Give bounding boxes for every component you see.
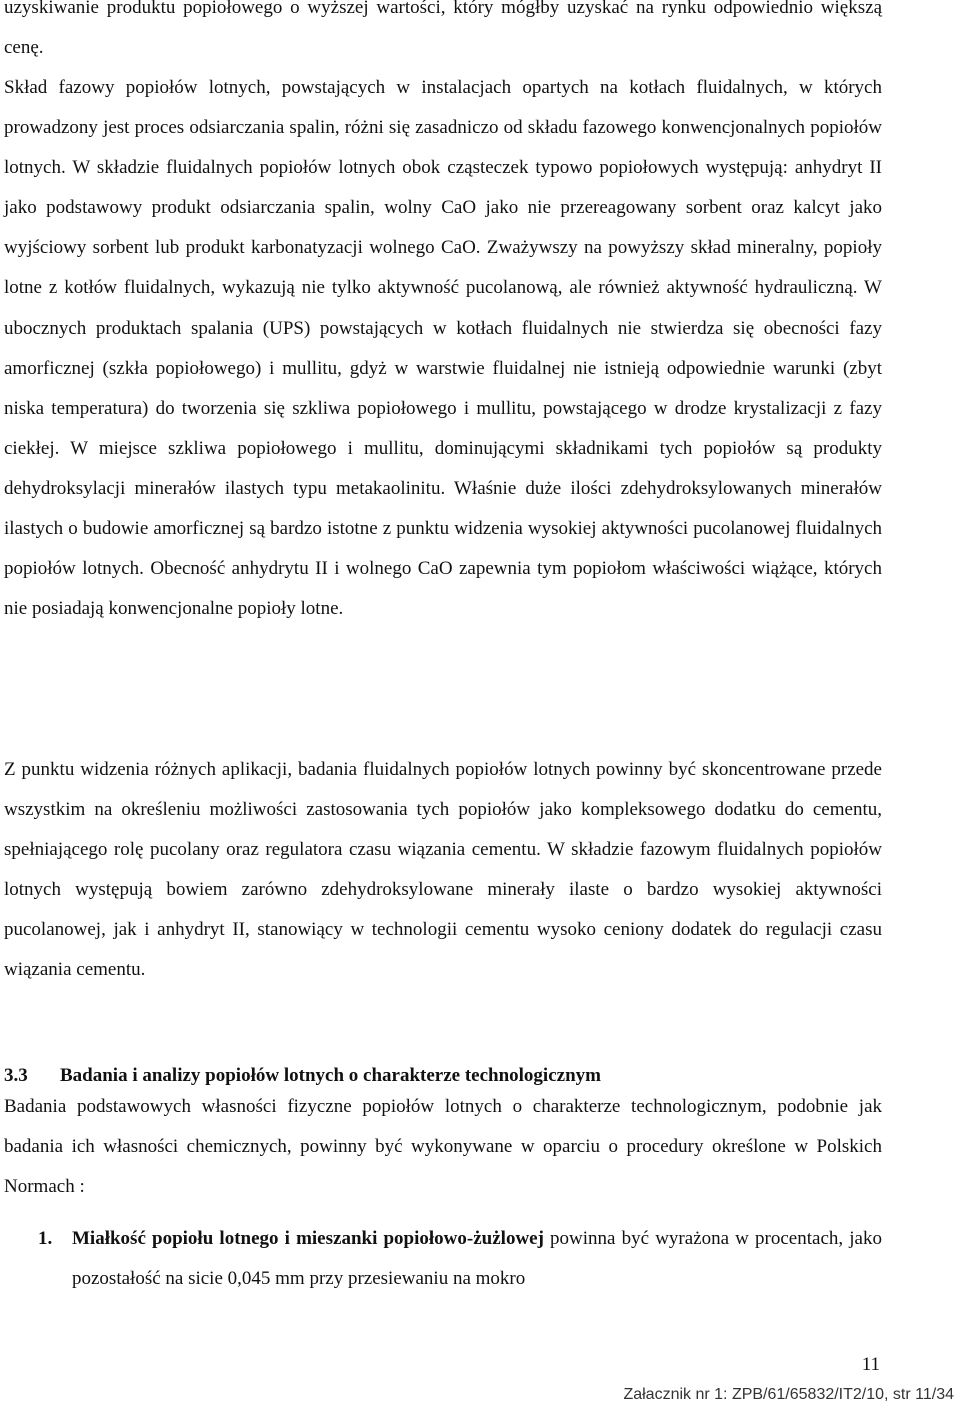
list-item: [38, 1219, 882, 1299]
section-title: Badania i analizy popiołów lotnych o charakterze technologicznym: [60, 1065, 601, 1086]
section-number: 3.3: [4, 1065, 28, 1086]
list-item-bold-term: Miałkość popiołu lotnego i mieszanki popiołowo-żużlowej: [72, 1228, 544, 1249]
paragraph: uzyskiwanie produktu popiołowego o wyższej wartości, który mógłby uzyskać na rynku odpowiednio większą cenę.: [4, 0, 882, 59]
page-number: 11: [861, 1354, 880, 1375]
list-item-text: powinna być wyrażona w procentach, jako pozostałość na sicie 0,045 mm przy przesiewaniu na mokro: [72, 1228, 882, 1290]
list-item-number: 1.: [38, 1228, 53, 1249]
paragraph: Skład fazowy popiołów lotnych, powstających w instalacjach opartych na kotłach fluidalnych, w których prowadzony jest proces odsiarczania spalin, różni się zasadniczo od składu fazowego konwencjonalnych popiołów lotnych. W składzie fluidalnych popiołów lotnych obok cząsteczek typowo popiołowych występują: anhydryt II jako podstawowy produkt odsiarczania spalin, wolny CaO jako nie przereagowany sorbent oraz kalcyt jako wyjściowy sorbent lub produkt karbonatyzacji wolnego CaO. Zważywszy na powyższy skład mineralny, popioły lotne z kotłów fluidalnych, wykazują nie tylko aktywność pucolanową, ale również aktywność hydrauliczną. W ubocznych produktach spalania (UPS) powstających w kotłach fluidalnych nie stwierdza się obecności fazy amorficznej (szkła popiołowego) i mullitu, gdyż w warstwie fluidalnej nie istnieją odpowiednie warunki (zbyt niska temperatura) do tworzenia się szkliwa popiołowego i mullitu, powstającego w drodze krystalizacji z fazy ciekłej. W miejsce szkliwa popiołowego i mullitu, dominującymi składnikami tych popiołów są produkty dehydroksylacji minerałów ilastych typu metakaolinitu. Właśnie duże ilości zdehydroksylowanych minerałów ilastych o budowie amorficznej są bardzo istotne z punktu widzenia wysokiej aktywności pucolanowej fluidalnych popiołów lotnych. Obecność anhydrytu II i wolnego CaO zapewnia tym popiołom właściwości wiążące, których nie posiadają konwencjonalne popioły lotne.: [4, 77, 882, 620]
section-heading: [4, 1062, 882, 1090]
section-intro: Badania podstawowych własności fizyczne popiołów lotnych o charakterze technologicznym, podobnie jak badania ich własności chemicznych, powinny być wykonywane w oparciu o procedury określone w Polskich Normach :: [4, 1096, 882, 1198]
footer-reference: Załacznik nr 1: ZPB/61/65832/IT2/10, str 11/34: [623, 1386, 954, 1403]
numbered-list: [38, 1219, 882, 1299]
paragraph: Z punktu widzenia różnych aplikacji, badania fluidalnych popiołów lotnych powinny być skoncentrowane przede wszystkim na określeniu możliwości zastosowania tych popiołów jako kompleksowego dodatku do cementu, spełniającego rolę pucolany oraz regulatora czasu wiązania cementu. W składzie fazowym fluidalnych popiołów lotnych występują bowiem zarówno zdehydroksylowane minerały ilaste o bardzo wysokiej aktywności pucolanowej, jak i anhydryt II, stanowiący w technologii cementu wysoko ceniony dodatek do regulacji czasu wiązania cementu.: [4, 759, 882, 981]
